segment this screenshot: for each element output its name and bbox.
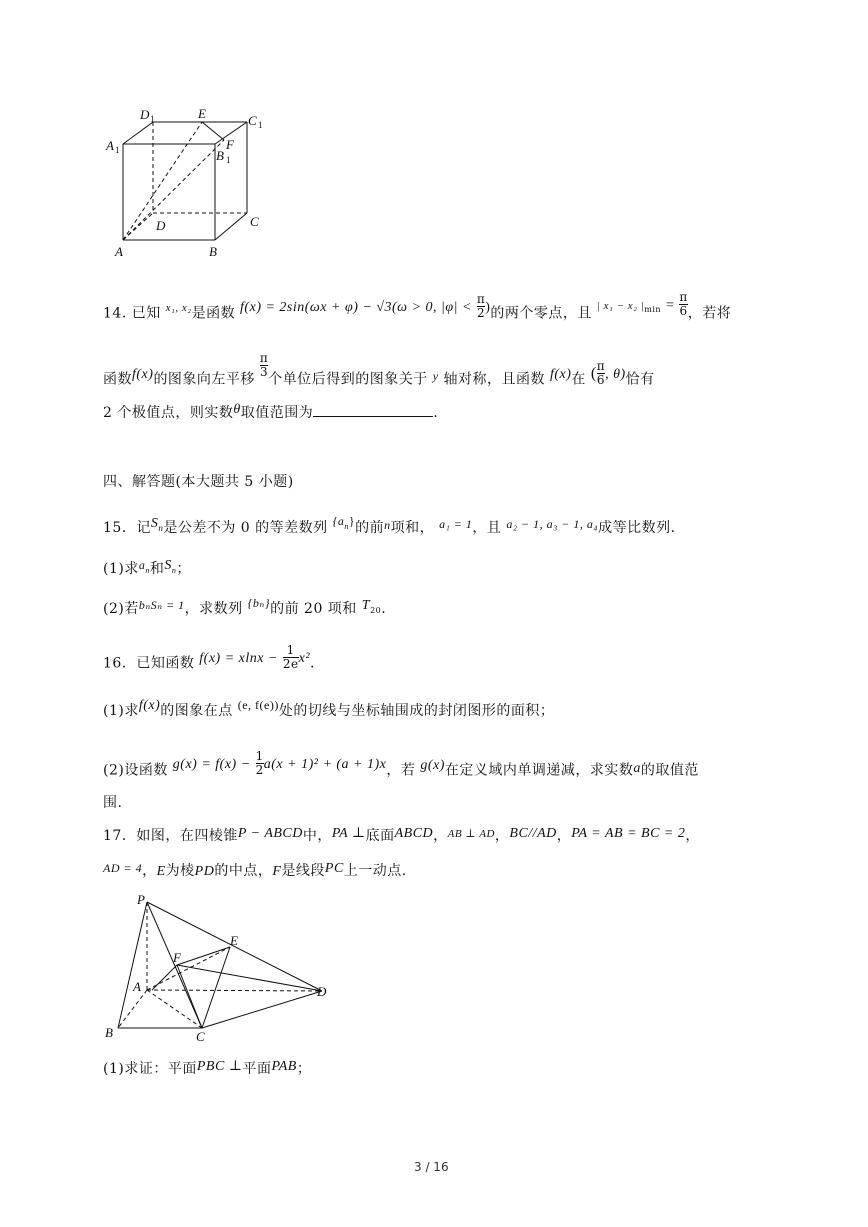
label-D: D bbox=[156, 218, 166, 233]
q16-part1: (1)求f(x)的图象在点 (e, f(e))处的切线与坐标轴围成的封闭图形的面积； bbox=[103, 698, 555, 719]
svg-text:1: 1 bbox=[115, 145, 120, 155]
label-P: P bbox=[137, 892, 145, 907]
pyramid-figure bbox=[100, 890, 340, 1045]
q16-part2: (2)设函数 g(x) = f(x) − $\frac{1}{2}$ a(x + 1)² + (a + 1)x，若 g(x)在定义域内单调递减，求实数a的取值范 bbox=[103, 749, 699, 779]
q16-part2-cont: 围. bbox=[103, 795, 123, 811]
label-C: C bbox=[196, 1029, 205, 1044]
q14-line3: 2 个极值点，则实数θ取值范围为 . bbox=[103, 402, 439, 421]
label-A: A bbox=[115, 244, 123, 259]
q17-line2: AD = 4，E为棱PD的中点，F是线段PC上一动点. bbox=[103, 861, 407, 879]
label-B1: B bbox=[216, 148, 224, 163]
label-C1: C bbox=[248, 113, 257, 128]
label-E: E bbox=[230, 933, 238, 948]
label-F: F bbox=[226, 137, 234, 152]
q14-line1: 14. 已知 $^{x_1, x_2}$是函数 f(x) = 2sin(ωx + φ) − √3(ω > 0, |φ| < $\frac{\pi}{2}$ )的两个零点，且 $^{| x_1 - x_2 |}_{min}$ = $\frac{\pi}{6}$ ，若将 bbox=[103, 290, 732, 322]
q15-part1: (1)求$a_n$和$S_n$； bbox=[103, 558, 191, 577]
section-header: 四、解答题(本大题共 5 小题) bbox=[103, 474, 294, 490]
pyramid-vertex-labels bbox=[105, 892, 327, 1044]
cube-vertex-labels bbox=[105, 106, 263, 259]
page-number: 3 / 16 bbox=[414, 1160, 449, 1174]
q15-part2: (2)若bₙSₙ = 1，求数列 {bₙ}的前 20 项和 $T_{20}$. bbox=[103, 596, 387, 617]
q15-line1: 15．记$S_n$是公差不为 0 的等差数列 $\{a_n\}$的前n项和， a₁ = 1，且 a₂ − 1, a₃ − 1, a₄成等比数列. bbox=[103, 514, 676, 536]
label-C: C bbox=[250, 214, 259, 229]
label-D1: D bbox=[140, 107, 150, 122]
svg-text:1: 1 bbox=[258, 120, 263, 130]
q16-line1: 16．已知函数 f(x) = xlnx − $\frac{1}{2e}$ x². bbox=[103, 643, 315, 672]
label-D: D bbox=[317, 984, 327, 999]
label-E: E bbox=[198, 106, 206, 121]
q17-part1: (1)求证：平面PBC ⊥平面PAB； bbox=[103, 1059, 312, 1077]
svg-text:1: 1 bbox=[150, 114, 155, 124]
answer-blank[interactable] bbox=[313, 402, 433, 417]
q17-line1: 17．如图，在四棱锥P − ABCD中，PA ⊥底面ABCD，$^{AB \perp AD}$，BC//AD，PA = AB = BC = 2， bbox=[103, 826, 700, 844]
label-B: B bbox=[105, 1025, 113, 1040]
label-F: F bbox=[173, 950, 181, 965]
cube-figure bbox=[100, 100, 280, 265]
q14-line2: 函数f(x)的图象向左平移 $\frac{\pi}{3}$ 个单位后得到的图象关于 y 轴对称，且函数 f(x)在 ( $\frac{\pi}{6}$ , θ)恰有 bbox=[103, 351, 655, 388]
label-B: B bbox=[209, 244, 217, 259]
label-A: A bbox=[133, 979, 141, 994]
svg-text:1: 1 bbox=[226, 155, 231, 165]
label-A1: A bbox=[106, 138, 114, 153]
